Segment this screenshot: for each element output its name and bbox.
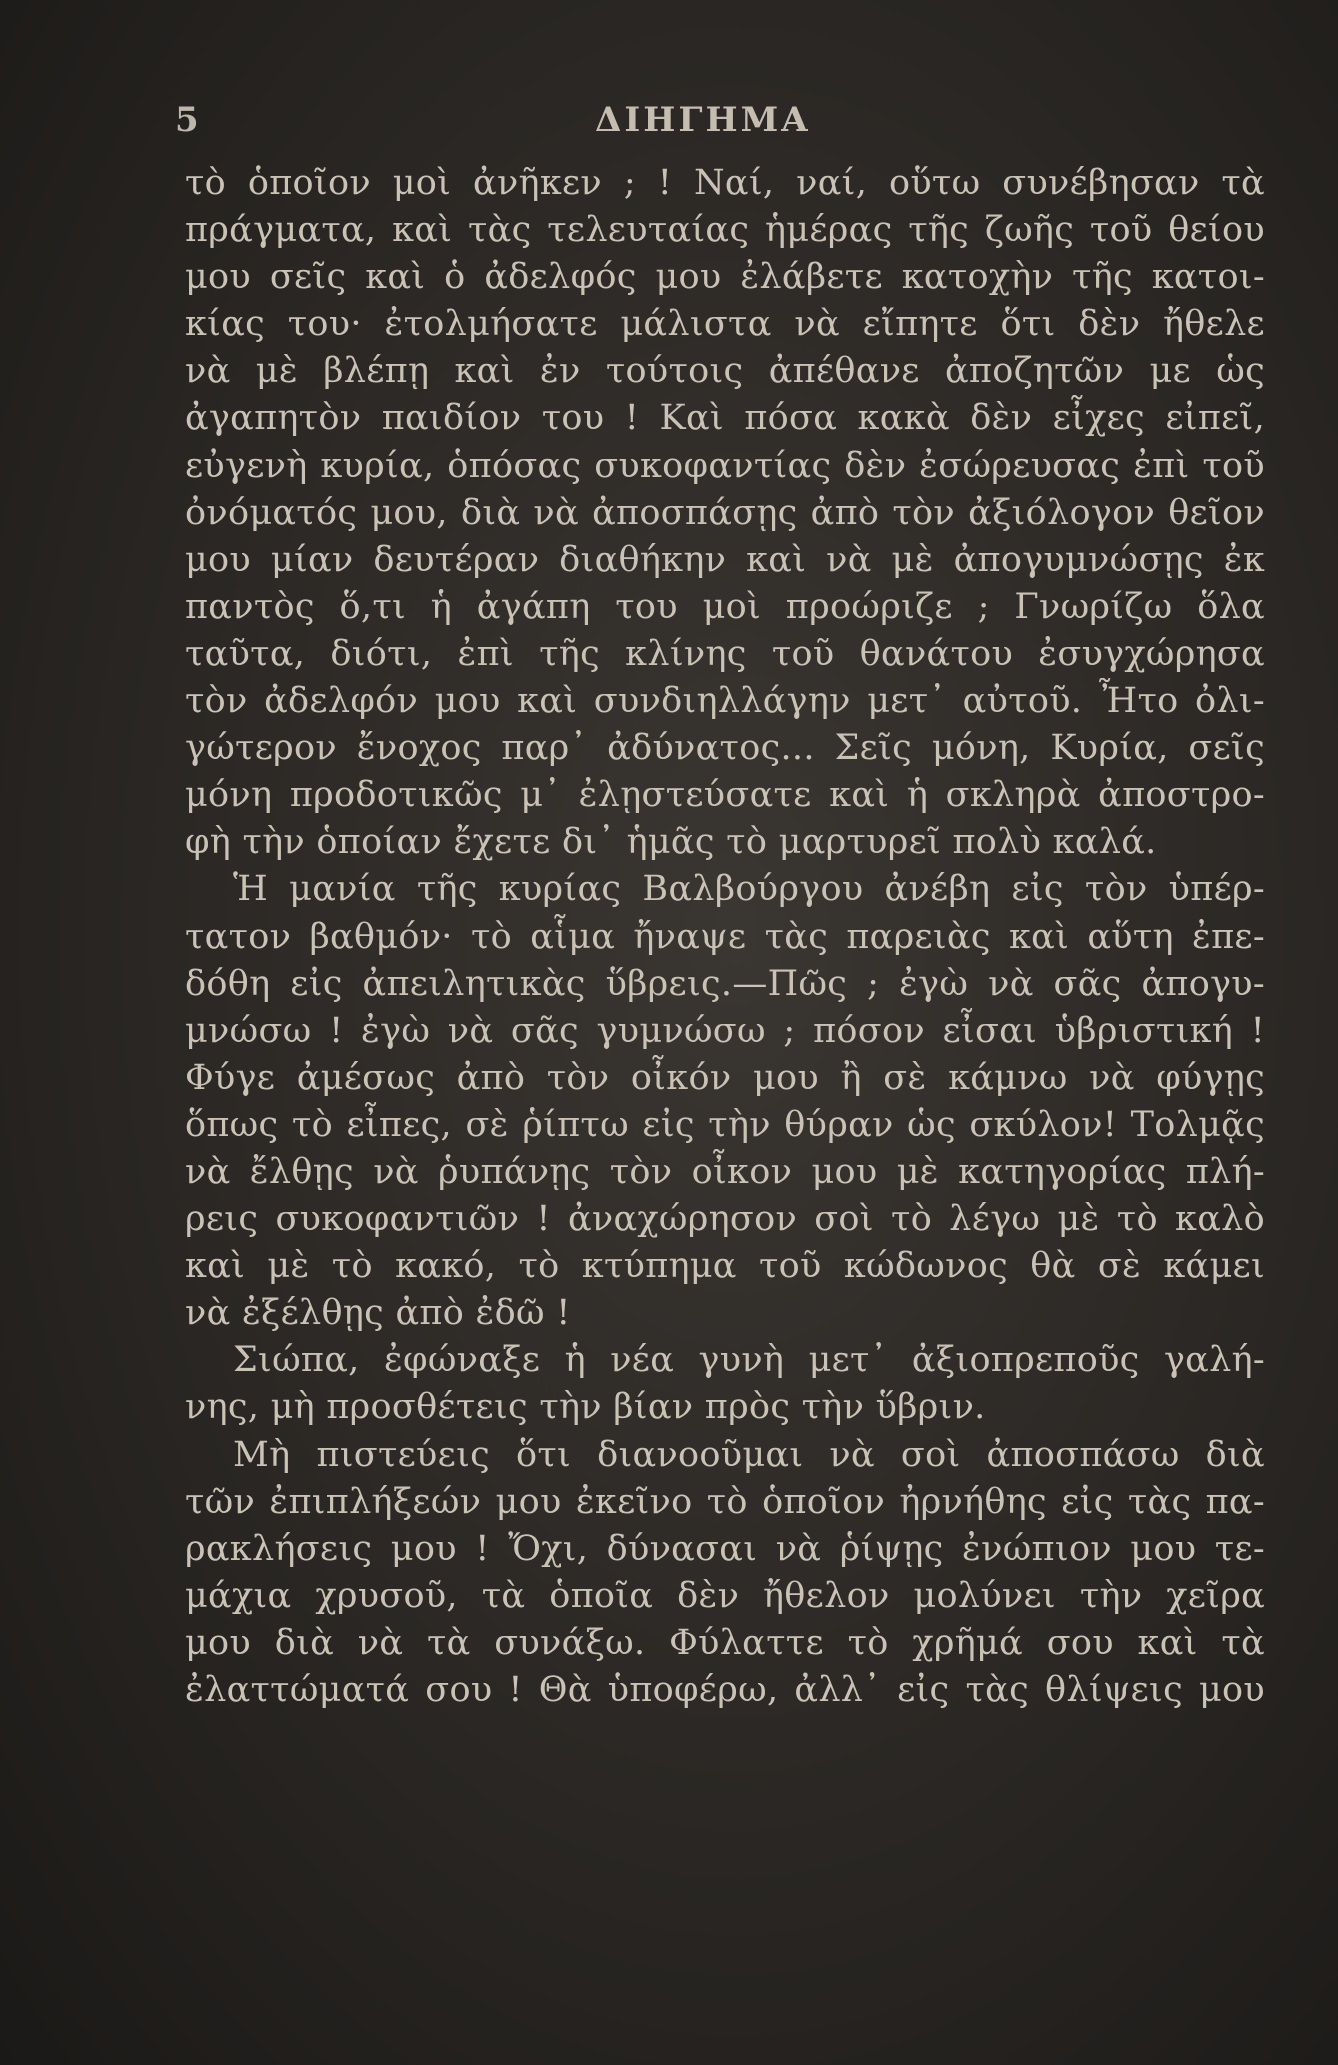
paragraph-start-line: Μὴ πιστεύεις ὅτι διανοοῦμαι νὰ σοὶ ἀποσπάσω διὰ (233, 1434, 1265, 1475)
text-line: μόνη προδοτικῶς μ᾽ ἐλῃστεύσατε καὶ ἡ σκληρὰ ἀποστρο- (185, 775, 1265, 816)
text-line: τῶν ἐπιπλήξεών μου ἐκεῖνο τὸ ὁποῖον ἠρνήθης εἰς τὰς πα- (185, 1481, 1265, 1522)
text-line: πράγματα, καὶ τὰς τελευταίας ἡμέρας τῆς ζωῆς τοῦ θείου (185, 210, 1265, 251)
page-number: 5 (175, 100, 201, 140)
text-line: ρακλήσεις μου ! Ὄχι, δύνασαι νὰ ῥίψῃς ἐνώπιον μου τε- (185, 1528, 1265, 1569)
text-line: γώτερον ἔνοχος παρ᾽ ἀδύνατος... Σεῖς μόνη, Κυρία, σεῖς (185, 728, 1265, 769)
text-line: ἐλαττώματά σου ! Θὰ ὑποφέρω, ἀλλ᾽ εἰς τὰς θλίψεις μου (185, 1670, 1265, 1710)
text-line: φὴ τὴν ὁποίαν ἔχετε δι᾽ ἡμᾶς τὸ μαρτυρεῖ πολὺ καλά. (185, 822, 1157, 863)
text-line: δόθη εἰς ἀπειλητικὰς ὕβρεις.—Πῶς ; ἐγὼ νὰ σᾶς ἀπογυ- (185, 963, 1265, 1004)
text-line: καὶ μὲ τὸ κακό, τὸ κτύπημα τοῦ κώδωνος θὰ σὲ κάμει (185, 1246, 1265, 1287)
text-line: ρεις συκοφαντιῶν ! ἀναχώρησον σοὶ τὸ λέγω μὲ τὸ καλὸ (185, 1199, 1265, 1240)
text-line: τατον βαθμόν· τὸ αἷμα ἤναψε τὰς παρειὰς καὶ αὕτη ἐπε- (185, 916, 1265, 957)
text-line: μνώσω ! ἐγὼ νὰ σᾶς γυμνώσω ; πόσον εἶσαι ὑβριστική ! (185, 1010, 1265, 1051)
text-line: νης, μὴ προσθέτεις τὴν βίαν πρὸς τὴν ὕβριν. (185, 1387, 986, 1428)
paragraph-start-line: Ἡ μανία τῆς κυρίας Βαλβούργου ἀνέβη εἰς τὸν ὑπέρ- (233, 869, 1265, 910)
text-line: μάχια χρυσοῦ, τὰ ὁποῖα δὲν ἤθελον μολύνει τὴν χεῖρα (185, 1575, 1265, 1616)
text-line: ὅπως τὸ εἶπες, σὲ ῥίπτω εἰς τὴν θύραν ὡς σκύλον! Τολμᾷς (185, 1104, 1265, 1145)
text-line: κίας του· ἐτολμήσατε μάλιστα νὰ εἴπητε ὅτι δὲν ἤθελε (185, 304, 1265, 345)
running-head: ΔΙΗΓΗΜΑ (595, 100, 811, 140)
text-line: τὸν ἀδελφόν μου καὶ συνδιηλλάγην μετ᾽ αὐτοῦ. Ἦτο ὀλι- (185, 681, 1265, 722)
text-line: μου διὰ νὰ τὰ συνάξω. Φύλαττε τὸ χρῆμά σου καὶ τὰ (185, 1622, 1265, 1663)
text-line: εὐγενὴ κυρία, ὁπόσας συκοφαντίας δὲν ἐσώρευσας ἐπὶ τοῦ (185, 445, 1265, 486)
text-line: ἀγαπητὸν παιδίον του ! Καὶ πόσα κακὰ δὲν εἶχες εἰπεῖ, (185, 398, 1265, 439)
text-line: παντὸς ὅ,τι ἡ ἀγάπη του μοὶ προώριζε ; Γνωρίζω ὅλα (185, 586, 1265, 627)
body-text (185, 160, 1265, 1714)
page-header (175, 100, 1285, 150)
text-line: ταῦτα, διότι, ἐπὶ τῆς κλίνης τοῦ θανάτου ἐσυγχώρησα (185, 633, 1265, 674)
text-line: μου σεῖς καὶ ὁ ἀδελφός μου ἐλάβετε κατοχὴν τῆς κατοι- (185, 257, 1265, 298)
text-line: Φύγε ἀμέσως ἀπὸ τὸν οἶκόν μου ἢ σὲ κάμνω νὰ φύγῃς (185, 1057, 1265, 1098)
text-line: νὰ ἐξέλθῃς ἀπὸ ἐδῶ ! (185, 1293, 571, 1334)
text-line: τὸ ὁποῖον μοὶ ἀνῆκεν ; ! Ναί, ναί, οὕτω συνέβησαν τὰ (185, 163, 1265, 203)
text-line: ὀνόματός μου, διὰ νὰ ἀποσπάσῃς ἀπὸ τὸν ἀξιόλογον θεῖον (185, 492, 1265, 533)
text-line: νὰ ἔλθῃς νὰ ῥυπάνῃς τὸν οἶκον μου μὲ κατηγορίας πλή- (185, 1151, 1265, 1192)
text-line: μου μίαν δευτέραν διαθήκην καὶ νὰ μὲ ἀπογυμνώσῃς ἐκ (185, 539, 1265, 580)
paragraph-start-line: Σιώπα, ἐφώναξε ἡ νέα γυνὴ μετ᾽ ἀξιοπρεποῦς γαλή- (233, 1340, 1265, 1381)
text-line: νὰ μὲ βλέπῃ καὶ ἐν τούτοις ἀπέθανε ἀποζητῶν με ὡς (185, 351, 1265, 392)
